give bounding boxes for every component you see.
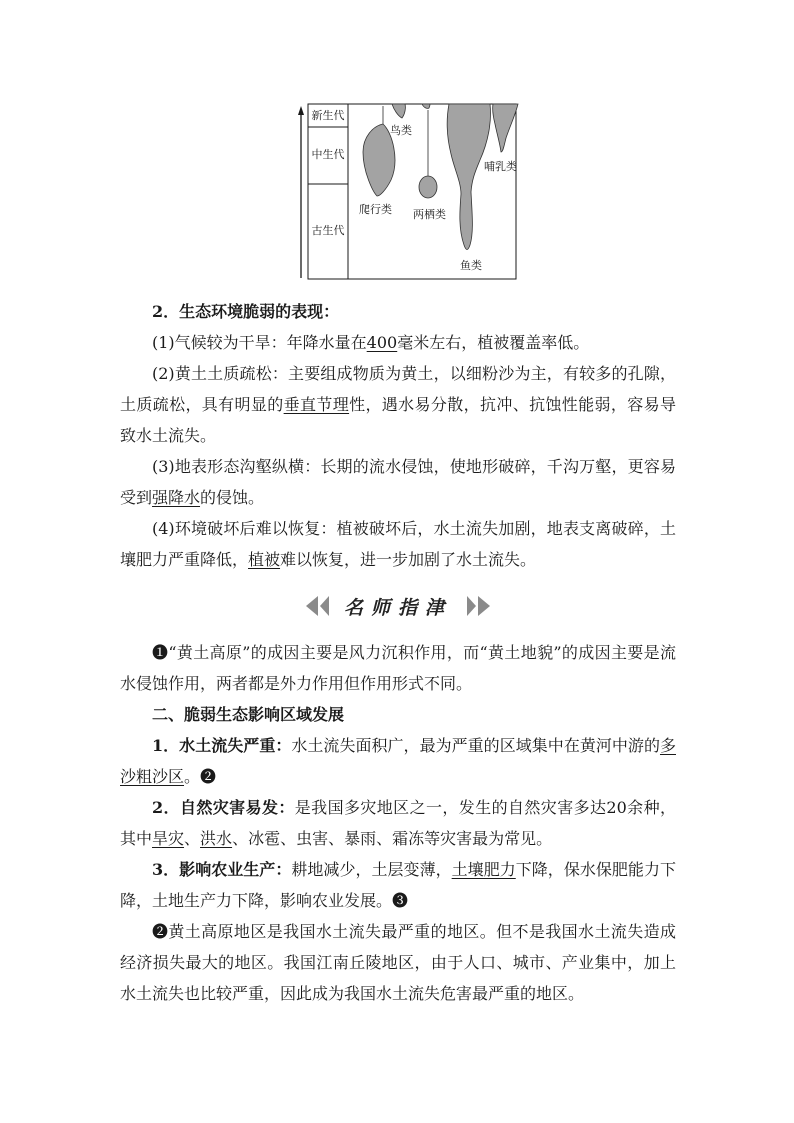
item-climate: (1)气候较为干旱：年降水量在400毫米左右，植被覆盖率低。 (152, 333, 590, 352)
label-amphibians: 两栖类 (413, 208, 446, 221)
teacher-tips-banner (120, 575, 676, 637)
label-birds: 鸟类 (390, 124, 412, 137)
era-cenozoic: 新生代 (311, 109, 345, 122)
item-terrain: (3)地表形态沟壑纵横：长期的流水侵蚀，使地形破碎，千沟万壑，更容易受到强降水的侵蚀。 (120, 457, 676, 507)
bird-shape (392, 104, 405, 118)
note-1: ❶“黄土高原”的成因主要是风力沉积作用，而“黄土地貌”的成因主要是流水侵蚀作用，两者都是外力作用但作用形式不同。 (120, 643, 676, 693)
era-paleozoic: 古生代 (311, 224, 345, 237)
label-reptiles: 爬行类 (359, 203, 392, 216)
label-fish: 鱼类 (460, 259, 482, 272)
mammal-shape (493, 104, 518, 152)
item-loess: (2)黄土土质疏松：主要组成物质为黄土，以细粉沙为主，有较多的孔隙，土质疏松，具有明显的垂直节理性，遇水易分散，抗冲、抗蚀性能弱，容易导致水土流失。 (120, 364, 676, 445)
era-mesozoic: 中生代 (311, 148, 345, 161)
left-chevron-icon (302, 595, 332, 617)
right-chevron-icon (464, 595, 494, 617)
note-2: ❷黄土高原地区是我国水土流失最严重的地区。但不是我国水土流失造成经济损失最大的地区。我国江南丘陵地区，由于人口、城市、产业集中，加上水土流失也比较严重，因此成为我国水土流失危害最严重的地区。 (120, 922, 676, 1003)
amphibian-shape (419, 104, 437, 198)
label-mammals: 哺乳类 (484, 160, 517, 173)
reptile-shape (363, 106, 395, 196)
fish-shape (447, 104, 490, 250)
point-disasters: 2．自然灾害易发：是我国多灾地区之一，发生的自然灾害多达20余种，其中旱灾、洪水、冰雹、虫害、暴雨、霜冻等灾害最为常见。 (120, 798, 676, 848)
section-heading: 二、脆弱生态影响区域发展 (152, 705, 345, 724)
section2-title: 2．生态环境脆弱的表现： (152, 302, 340, 321)
point-agriculture: 3．影响农业生产：耕地减少，土层变薄，土壤肥力下降，保水保肥能力下降，土地生产力下降，影响农业发展。❸ (120, 860, 676, 910)
item-recovery: (4)环境破坏后难以恢复：植被破坏后，水土流失加剧，地表支离破碎，土壤肥力严重降低，植被难以恢复，进一步加剧了水土流失。 (120, 519, 676, 569)
evolution-diagram (296, 102, 522, 280)
point-erosion: 1．水土流失严重：水土流失面积广，最为严重的区域集中在黄河中游的多沙粗沙区。❷ (120, 736, 676, 786)
banner-title: 名师指津 (343, 596, 452, 619)
main-content (120, 296, 676, 1009)
